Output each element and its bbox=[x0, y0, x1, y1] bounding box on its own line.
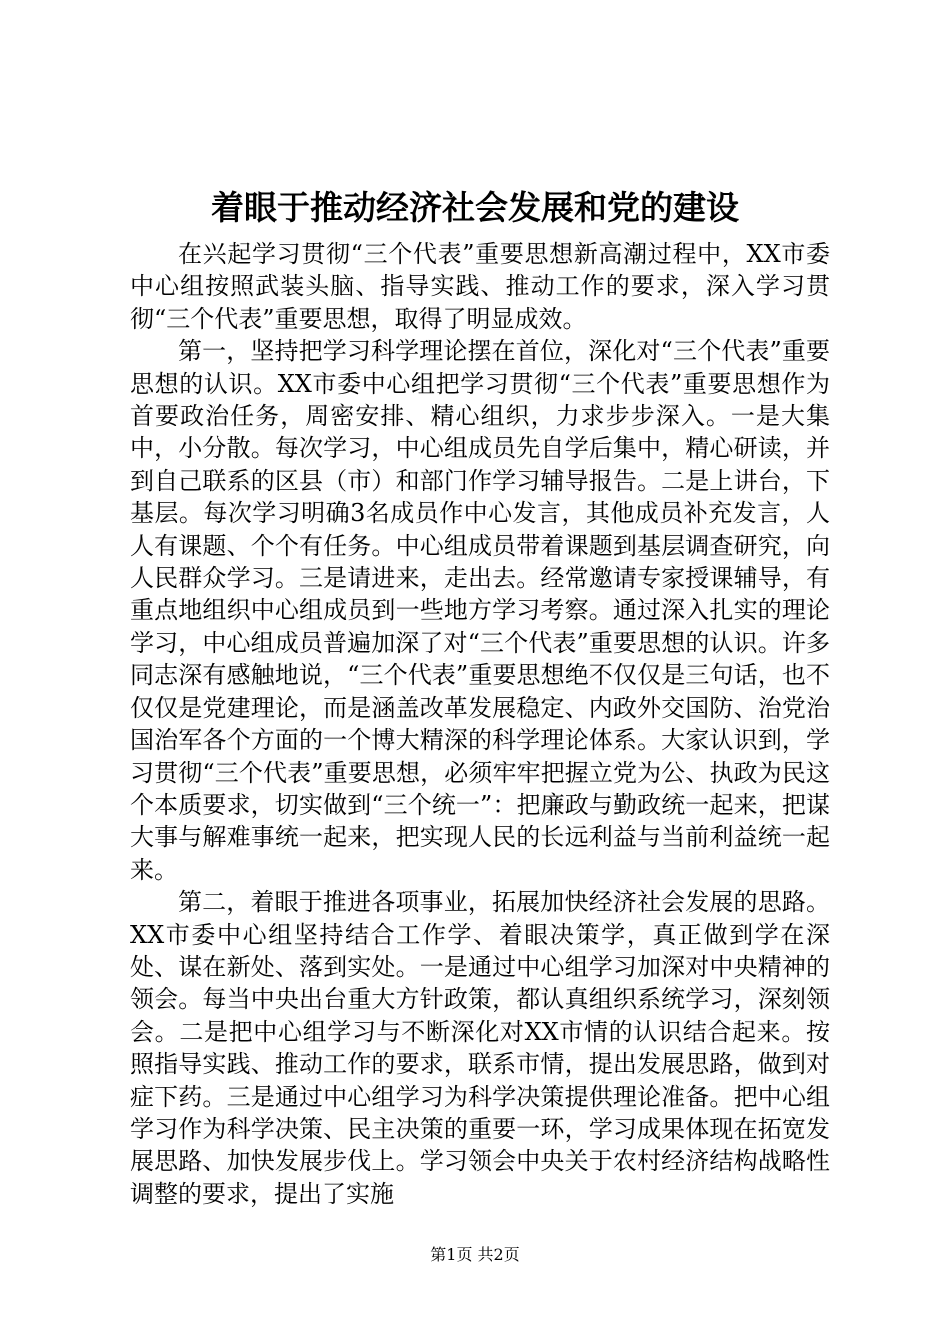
paragraph-second: 第二，着眼于推进各项事业，拓展加快经济社会发展的思路。XX市委中心组坚持结合工作学、着眼决策学，真正做到学在深处、谋在新处、落到实处。一是通过中心组学习加深对中央精神的领会。每当中央出台重大方针政策，都认真组织系统学习，深刻领会。二是把中心组学习与不断深化对XX市情的认识结合起来。按照指导实践、推动工作的要求，联系市情，提出发展思路，做到对症下药。三是通过中心组学习为科学决策提供理论准备。把中心组学习作为科学决策、民主决策的重要一环，学习成果体现在拓宽发展思路、加快发展步伐上。学习领会中央关于农村经济结构战略性调整的要求，提出了实施 bbox=[130, 888, 830, 1208]
page-title: 着眼于推动经济社会发展和党的建设 bbox=[211, 188, 739, 227]
page-footer: 第1页 共2页 bbox=[430, 1245, 520, 1264]
paragraph-first: 第一，坚持把学习科学理论摆在首位，深化对“三个代表”重要思想的认识。XX市委中心组把学习贯彻“三个代表”重要思想作为首要政治任务，周密安排、精心组织，力求步步深入。一是大集中，小分散。每次学习，中心组成员先自学后集中，精心研读，并到自己联系的区县（市）和部门作学习辅导报告。二是上讲台，下基层。每次学习明确3名成员作中心发言，其他成员补充发言，人人有课题、个个有任务。中心组成员带着课题到基层调查研究，向人民群众学习。三是请进来，走出去。经常邀请专家授课辅导，有重点地组织中心组成员到一些地方学习考察。通过深入扎实的理论学习，中心组成员普遍加深了对“三个代表”重要思想的认识。许多同志深有感触地说，“三个代表”重要思想绝不仅仅是三句话，也不仅仅是党建理论，而是涵盖改革发展稳定、内政外交国防、治党治国治军各个方面的一个博大精深的科学理论体系。大家认识到，学习贯彻“三个代表”重要思想，必须牢牢把握立党为公、执政为民这个本质要求，切实做到“三个统一”：把廉政与勤政统一起来，把谋大事与解难事统一起来，把实现人民的长远利益与当前利益统一起来。 bbox=[130, 337, 830, 884]
document-body bbox=[130, 238, 830, 1210]
paragraph-intro: 在兴起学习贯彻“三个代表”重要思想新高潮过程中，XX市委中心组按照武装头脑、指导实践、推动工作的要求，深入学习贯彻“三个代表”重要思想，取得了明显成效。 bbox=[130, 240, 830, 333]
